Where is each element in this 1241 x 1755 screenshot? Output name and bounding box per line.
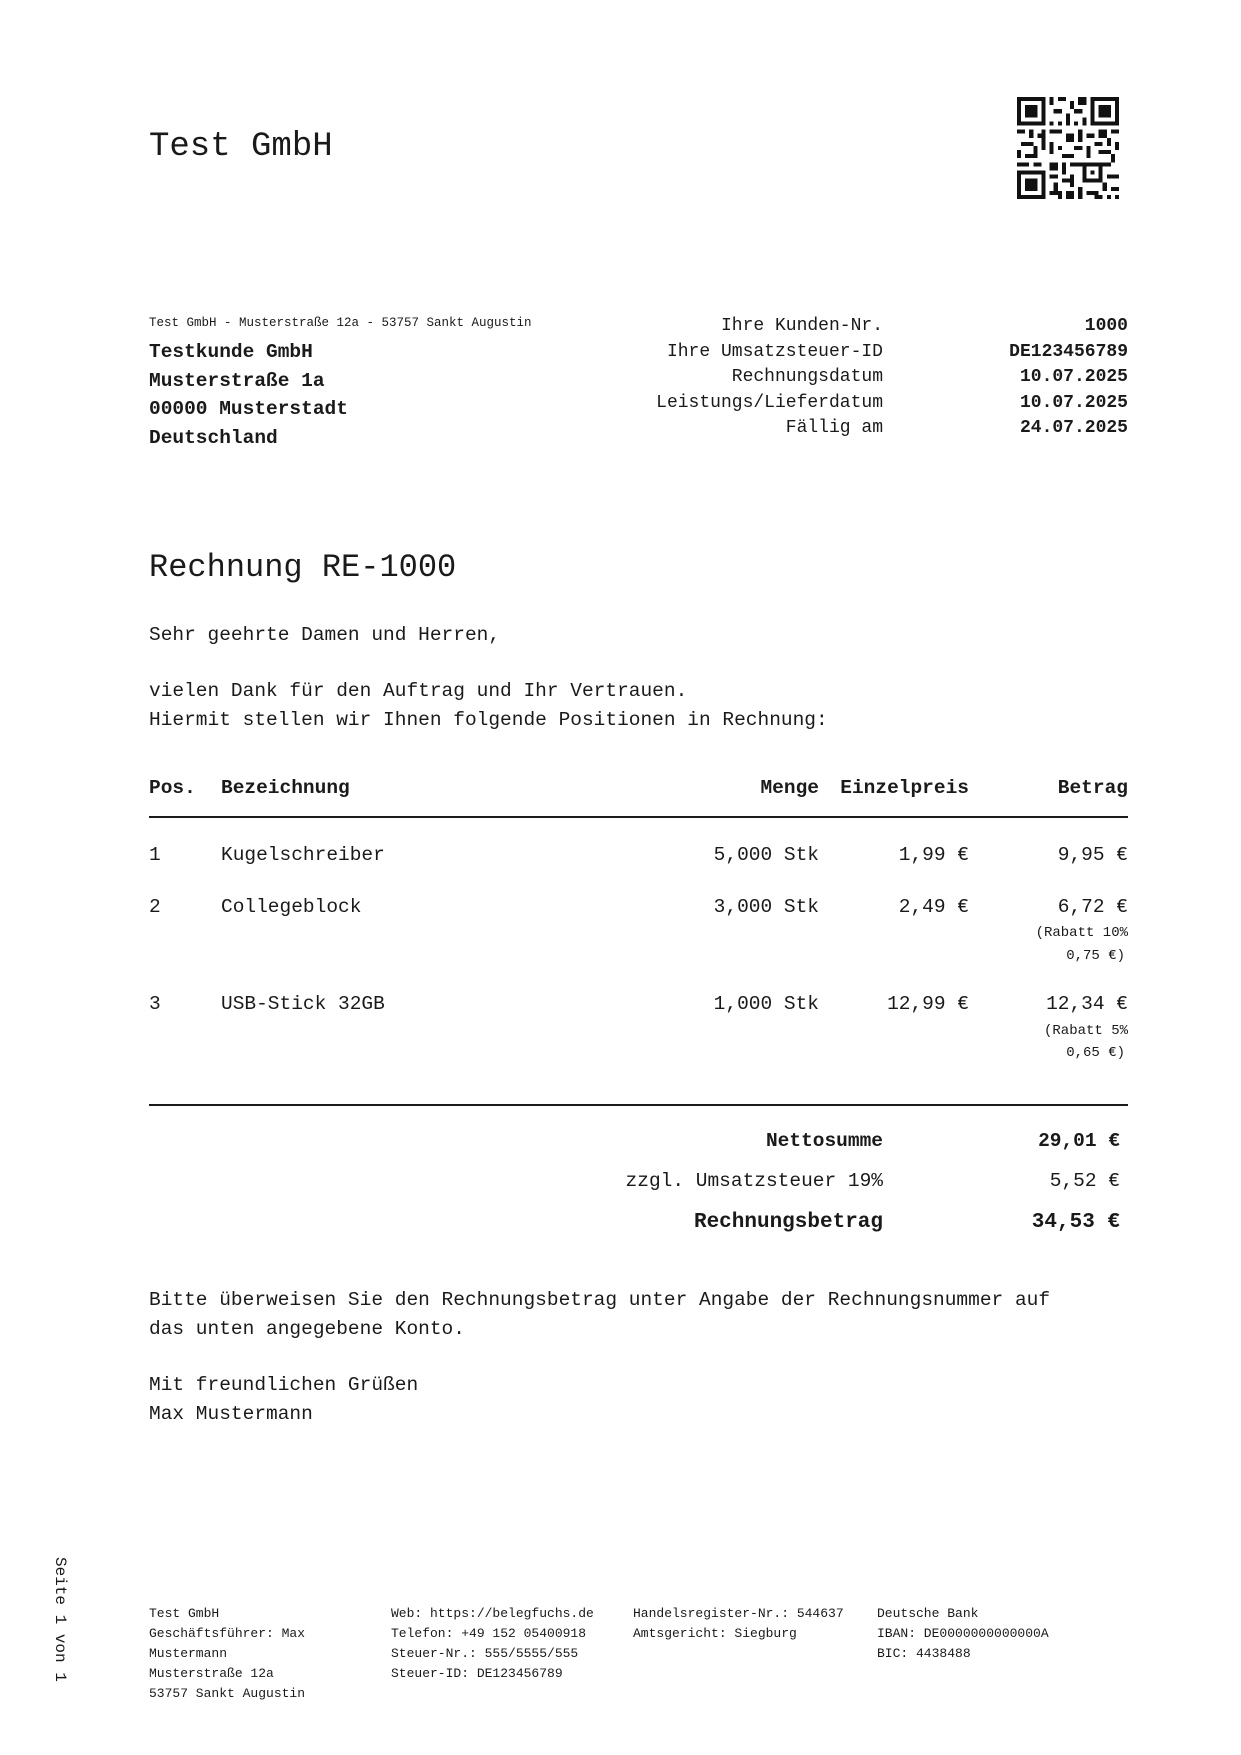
footer-line: 53757 Sankt Augustin [149,1686,306,1701]
recipient-name: Testkunde GmbH [149,341,313,363]
col-header-unit-price: Einzelpreis [840,777,969,799]
delivery-date: 10.07.2025 [1019,392,1128,413]
intro-line: vielen Dank für den Auftrag und Ihr Vertrauen. [149,680,688,702]
row-unit-price: 2,49 € [898,896,969,918]
invoice-meta-labels [656,314,883,442]
due-date-label: Fällig am [785,418,883,438]
payment-note-line: das unten angegebene Konto. [149,1317,465,1340]
footer-line: IBAN: DE0000000000000A [877,1626,1049,1641]
footer-contact [391,1604,594,1684]
vat-id: DE123456789 [1009,341,1128,362]
footer-line: Web: https://belegfuchs.de [391,1606,594,1621]
recipient-city: 00000 Musterstadt [149,398,348,420]
greeting: Sehr geehrte Damen und Herren, [149,624,501,646]
vat-id-label: Ihre Umsatzsteuer-ID [666,341,883,362]
footer-line: Amtsgericht: Siegburg [633,1626,797,1641]
table-bottom-divider [149,1104,1128,1106]
col-header-qty: Menge [760,777,819,799]
footer-line: Mustermann [149,1646,228,1661]
vat-label: zzgl. Umsatzsteuer 19% [625,1170,883,1192]
net-total-label: Nettosumme [765,1130,883,1152]
recipient-street: Musterstraße 1a [149,369,325,392]
col-header-desc: Bezeichnung [221,777,350,799]
gross-total-value: 34,53 € [1031,1211,1120,1234]
footer-bank [877,1604,1049,1664]
company-name: Test GmbH [149,128,333,166]
row-pos: 1 [149,844,161,866]
footer-line: Steuer-Nr.: 555/5555/555 [391,1646,579,1661]
footer-register [633,1604,844,1644]
footer-company [149,1604,305,1704]
row-discount: (Rabatt 5% [1043,1023,1128,1039]
vat-value: 5,52 € [1049,1170,1120,1192]
signoff-signer: Max Mustermann [149,1402,313,1425]
row-pos: 3 [149,993,161,1015]
row-unit-price: 1,99 € [898,844,969,866]
invoice-title: Rechnung RE-1000 [149,549,457,586]
intro-text [149,677,828,734]
qr-code-icon [1017,97,1119,199]
customer-no: 1000 [1084,316,1128,336]
invoice-date-label: Rechnungsdatum [731,367,883,387]
sender-address-line: Test GmbH - Musterstraße 12a - 53757 Sankt Augustin [149,316,532,330]
signoff-line: Mit freundlichen Grüßen [149,1374,419,1396]
invoice-date: 10.07.2025 [1019,367,1128,387]
recipient-country: Deutschland [149,426,278,449]
row-discount: 0,65 €) [1066,1045,1125,1061]
footer-line: Telefon: +49 152 05400918 [391,1626,587,1641]
signoff [149,1371,418,1428]
gross-total-label: Rechnungsbetrag [693,1211,883,1234]
footer-line: Handelsregister-Nr.: 544637 [633,1606,844,1621]
footer-line: Deutsche Bank [877,1606,979,1621]
payment-note-line: Bitte überweisen Sie den Rechnungsbetrag unter Angabe der Rechnungsnummer auf [149,1289,1051,1311]
row-pos: 2 [149,896,161,918]
invoice-meta-values [1009,314,1128,442]
footer-line: Steuer-ID: DE123456789 [391,1666,563,1681]
row-unit-price: 12,99 € [887,993,969,1015]
row-qty: 5,000 Stk [713,844,819,866]
row-amount: 6,72 € [1057,896,1128,918]
row-desc: USB-Stick 32GB [221,993,385,1015]
customer-no-label: Ihre Kunden-Nr. [720,316,883,336]
delivery-date-label: Leistungs/Lieferdatum [656,392,883,413]
net-total-value: 29,01 € [1038,1130,1120,1152]
intro-line: Hiermit stellen wir Ihnen folgende Positionen in Rechnung: [149,708,828,731]
row-qty: 1,000 Stk [713,993,819,1015]
page-number: Seite 1 von 1 [51,1557,69,1682]
due-date: 24.07.2025 [1019,418,1128,438]
table-header-divider [149,816,1128,818]
payment-note [149,1286,1050,1343]
col-header-amount: Betrag [1057,777,1128,799]
recipient-address [149,338,348,452]
row-qty: 3,000 Stk [713,896,819,918]
footer-line: Musterstraße 12a [149,1666,274,1681]
col-header-pos: Pos. [149,777,196,799]
footer-line: BIC: 4438488 [877,1646,971,1661]
row-discount: 0,75 €) [1066,948,1125,964]
row-desc: Collegeblock [221,896,362,918]
row-desc: Kugelschreiber [221,844,385,866]
row-discount: (Rabatt 10% [1035,925,1128,941]
footer-line: Geschäftsführer: Max [149,1626,306,1641]
row-amount: 12,34 € [1046,993,1128,1015]
row-amount: 9,95 € [1057,844,1128,866]
footer-line: Test GmbH [149,1606,220,1621]
